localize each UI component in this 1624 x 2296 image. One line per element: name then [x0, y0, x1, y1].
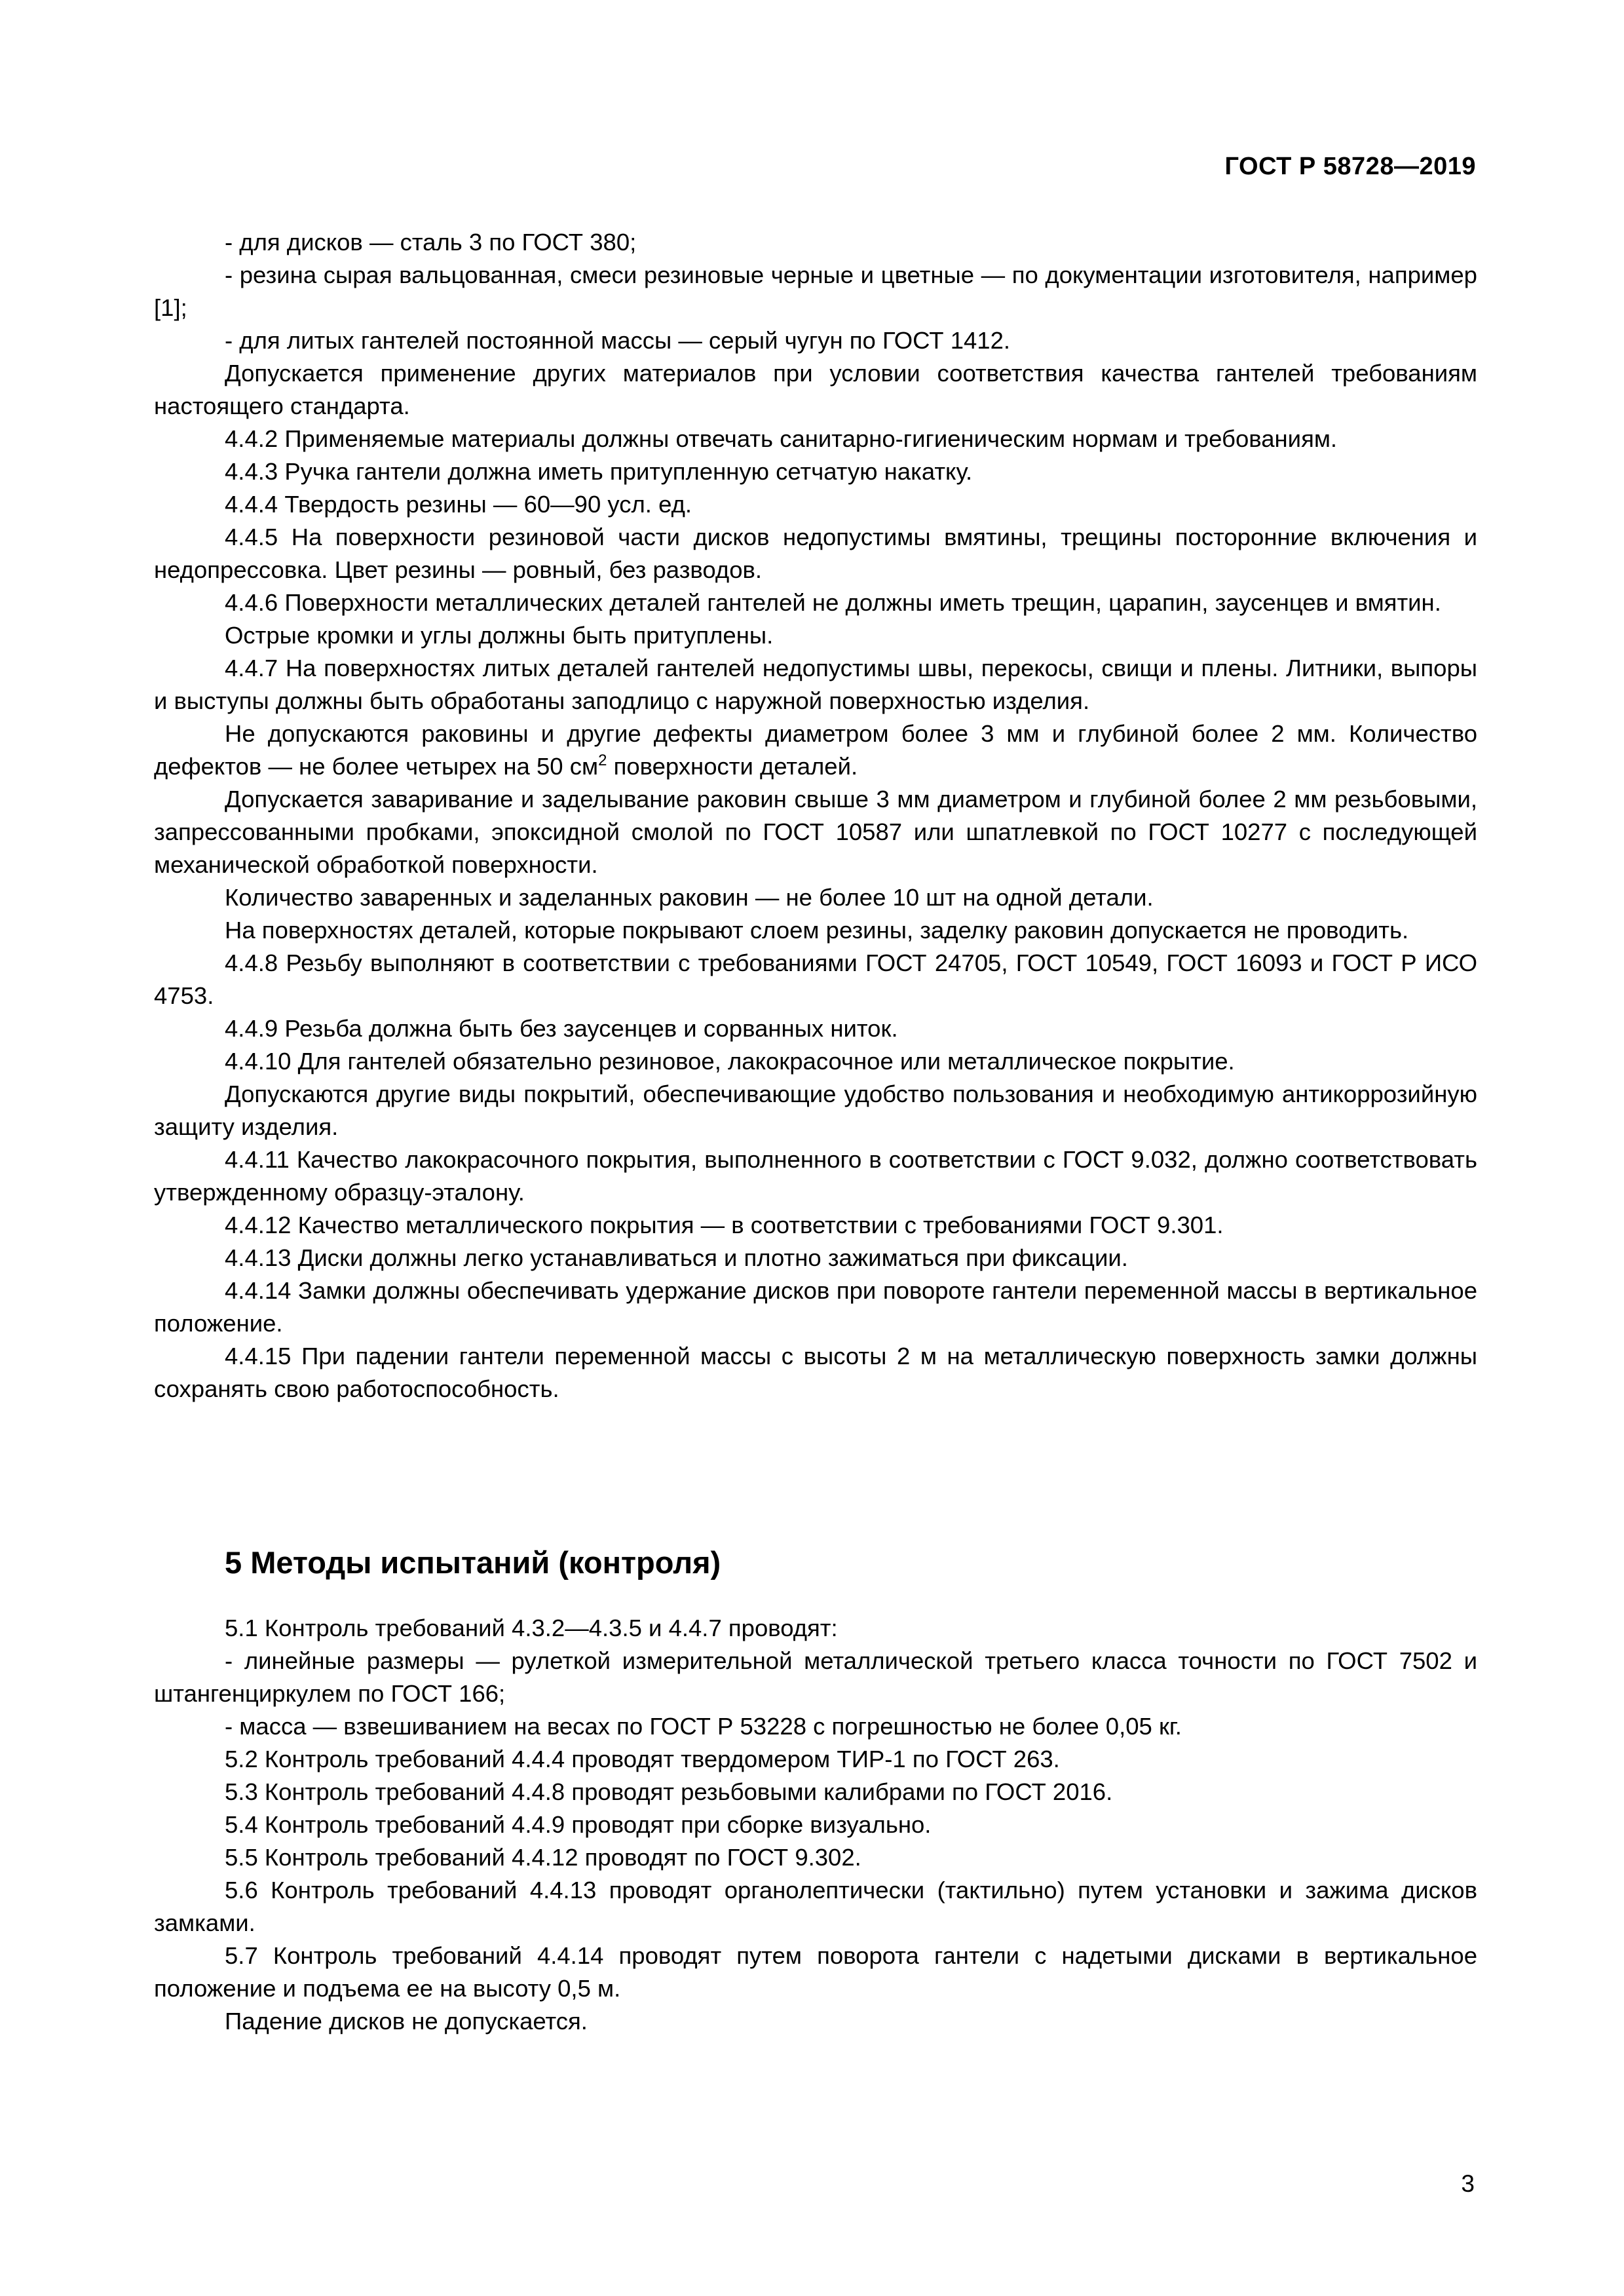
paragraph: 5.2 Контроль требований 4.4.4 проводят твердомером ТИР-1 по ГОСТ 263.: [225, 1746, 1060, 1772]
paragraph: 4.4.13 Диски должны легко устанавливаться и плотно зажиматься при фиксации.: [225, 1244, 1128, 1271]
section-5-body: [154, 1612, 1477, 2038]
paragraph: Допускается заваривание и заделывание раковин свыше 3 мм диаметром и глубиной более 2 мм резьбовыми, запрессованными пробками, эпоксидной смолой по ГОСТ 10587 или шпатлевкой по ГОСТ 10277 с последующей механической обработкой поверхности.: [154, 786, 1477, 878]
paragraph: 4.4.5 На поверхности резиновой части дисков недопустимы вмятины, трещины посторонние включения и недопрессовка. Цвет резины — ровный, без разводов.: [154, 524, 1477, 583]
page-number: 3: [1461, 2170, 1475, 2197]
paragraph: - для дисков — сталь 3 по ГОСТ 380;: [225, 229, 637, 256]
section-5-heading: 5 Методы испытаний (контроля): [225, 1545, 721, 1580]
paragraph: Допускаются другие виды покрытий, обеспечивающие удобство пользования и необходимую антикоррозийную защиту изделия.: [154, 1081, 1477, 1140]
paragraph: 4.4.6 Поверхности металлических деталей гантелей не должны иметь трещин, царапин, заусенцев и вмятин.: [225, 589, 1441, 616]
paragraph: 4.4.10 Для гантелей обязательно резиновое, лакокрасочное или металлическое покрытие.: [225, 1048, 1235, 1075]
paragraph: 4.4.15 При падении гантели переменной массы с высоты 2 м на металлическую поверхность замки должны сохранять свою работоспособность.: [154, 1343, 1477, 1402]
paragraph: [154, 718, 1477, 783]
paragraph: 4.4.8 Резьбу выполняют в соответствии с требованиями ГОСТ 24705, ГОСТ 10549, ГОСТ 16093 и ГОСТ Р ИСО 4753.: [154, 949, 1477, 1009]
paragraph: 4.4.2 Применяемые материалы должны отвечать санитарно-гигиеническим нормам и требованиям.: [225, 425, 1338, 452]
paragraph: Допускается применение других материалов при условии соответствия качества гантелей требованиям настоящего стандарта.: [154, 360, 1477, 419]
paragraph: 4.4.9 Резьба должна быть без заусенцев и сорванных ниток.: [225, 1015, 898, 1042]
superscript: 2: [598, 752, 607, 769]
paragraph: На поверхностях деталей, которые покрывают слоем резины, заделку раковин допускается не проводить.: [225, 917, 1409, 944]
paragraph: - линейные размеры — рулеткой измерительной металлической третьего класса точности по ГОСТ 7502 и штангенциркулем по ГОСТ 166;: [154, 1647, 1477, 1707]
paragraph: 5.4 Контроль требований 4.4.9 проводят при сборке визуально.: [225, 1811, 932, 1838]
paragraph: 5.6 Контроль требований 4.4.13 проводят органолептически (тактильно) путем установки и зажима дисков замками.: [154, 1877, 1477, 1936]
paragraph: Количество заваренных и заделанных раковин — не более 10 шт на одной детали.: [225, 884, 1154, 911]
paragraph: - для литых гантелей постоянной массы — серый чугун по ГОСТ 1412.: [225, 327, 1011, 354]
paragraph: 5.5 Контроль требований 4.4.12 проводят по ГОСТ 9.302.: [225, 1844, 861, 1871]
paragraph: 4.4.7 На поверхностях литых деталей гантелей недопустимы швы, перекосы, свищи и плены. Литники, выпоры и выступы должны быть обработаны заподлицо с наружной поверхностью изделия.: [154, 655, 1477, 714]
paragraph: 4.4.11 Качество лакокрасочного покрытия, выполненного в соответствии с ГОСТ 9.032, должно соответствовать утвержденному образцу-эталону.: [154, 1146, 1477, 1206]
text-run: Не допускаются раковины и другие дефекты диаметром более 3 мм и глубиной более 2 мм. Количество дефектов — не более четырех на 50 см: [154, 720, 1477, 780]
paragraph: - масса — взвешиванием на весах по ГОСТ Р 53228 с погрешностью не более 0,05 кг.: [225, 1713, 1182, 1740]
paragraph: - резина сырая вальцованная, смеси резиновые черные и цветные — по документации изготовителя, например [1];: [154, 261, 1477, 321]
paragraph: 5.3 Контроль требований 4.4.8 проводят резьбовыми калибрами по ГОСТ 2016.: [225, 1778, 1113, 1805]
paragraph: 4.4.3 Ручка гантели должна иметь притупленную сетчатую накатку.: [225, 458, 973, 485]
paragraph: Падение дисков не допускается.: [225, 2008, 588, 2035]
document-header: ГОСТ Р 58728—2019: [1224, 153, 1476, 180]
paragraph: 4.4.4 Твердость резины — 60—90 усл. ед.: [225, 491, 692, 518]
text-run: поверхности деталей.: [607, 753, 858, 780]
paragraph: 5.7 Контроль требований 4.4.14 проводят путем поворота гантели с надетыми дисками в вертикальное положение и подъема ее на высоту 0,5 м.: [154, 1942, 1477, 2002]
section-4-body: [154, 226, 1477, 1406]
paragraph: Острые кромки и углы должны быть притуплены.: [225, 622, 774, 649]
paragraph: 4.4.12 Качество металлического покрытия — в соответствии с требованиями ГОСТ 9.301.: [225, 1212, 1224, 1238]
paragraph: 4.4.14 Замки должны обеспечивать удержание дисков при повороте гантели переменной массы в вертикальное положение.: [154, 1277, 1477, 1337]
paragraph: 5.1 Контроль требований 4.3.2—4.3.5 и 4.4.7 проводят:: [225, 1615, 838, 1641]
